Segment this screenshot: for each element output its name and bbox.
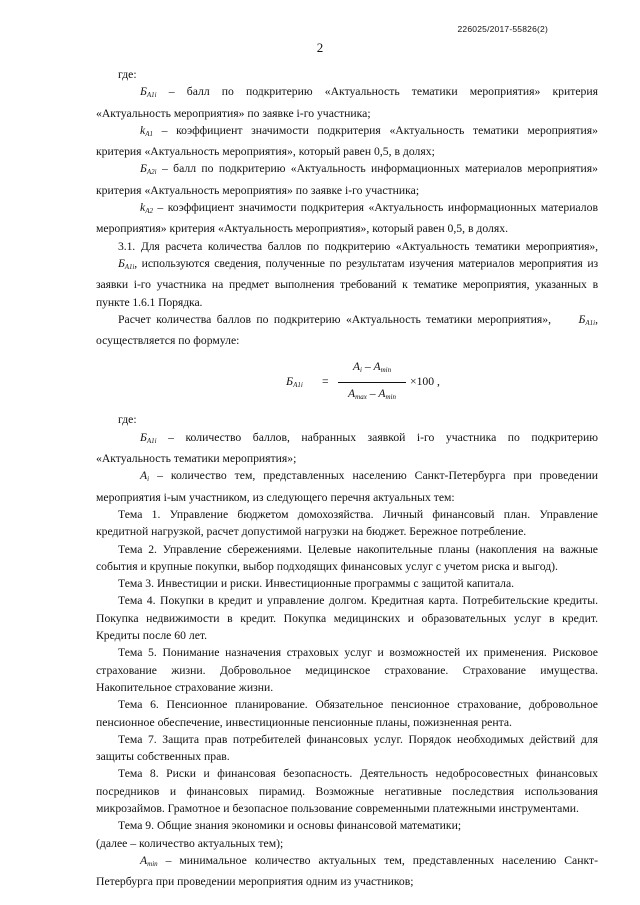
formula-numerator: $A_i - A_{min}$	[352, 360, 392, 375]
symbol-ka1: $k_{A1}$	[140, 123, 153, 138]
paragraph-calculation: Расчет количества баллов по подкритерию «Актуальность тематики мероприятия», $Б_{A1i}$, осуществляется по формуле:	[96, 312, 598, 348]
definition-ba1i: $Б_{A1i}$ – балл по подкритерию «Актуальность тематики мероприятия» критерия «Актуальность мероприятия» по заявке i-го участника;	[96, 85, 598, 120]
definition-ka2: $k_{A2}$ – коэффициент значимости подкритерия «Актуальность информационных материалов мероприятия» критерия «Актуальность мероприятия», который равен 0,5, в долях.	[96, 201, 598, 236]
topic-item: Тема 1. Управление бюджетом домохозяйства. Личный финансовый план. Управление кредитной нагрузкой, расчет допустимой нагрузки на бюджет. Бережное потребление.	[96, 507, 598, 539]
topics-note: (далее – количество актуальных тем);	[96, 836, 284, 850]
page-number: 2	[316, 40, 324, 55]
formula-fraction	[338, 358, 406, 406]
topic-item: Тема 8. Риски и финансовая безопасность. Деятельность недобросовестных финансовых посредников и финансовых пирамид. Возможные негативные последствия использования микрозаймов. Грамотное и безопасное пользование современными платежными инструментами.	[96, 767, 598, 815]
symbol-amin: $A_{min}$	[140, 853, 158, 868]
topic-item: Тема 3. Инвестиции и риски. Инвестиционные программы с защитой капитала.	[118, 577, 515, 591]
formula-multiplier: ×100 ,	[410, 375, 440, 389]
formula-equals: =	[322, 375, 329, 389]
definition-ba1i-score: $Б_{A1i}$ – количество баллов, набранных заявкой i-го участника по подкритерию «Актуальность тематики мероприятия»;	[96, 430, 598, 466]
topic-item: Тема 9. Общие знания экономики и основы финансовой математики;	[118, 819, 462, 833]
symbol-ka2: $k_{A2}$	[140, 201, 153, 216]
topic-item: Тема 6. Пенсионное планирование. Обязательное пенсионное страхование, добровольное пенсионное обеспечение, инвестиционные пенсионные планы, пожизненная рента.	[96, 698, 598, 729]
symbol-ba1i: $Б_{A1i}$	[140, 85, 157, 100]
topic-item: Тема 5. Понимание назначения страховых услуг и возможностей их применения. Рисковое страхование жизни. Добровольное медицинское страхование. Страхование имущества. Накопительное страхование жизни.	[96, 646, 598, 694]
symbol-ba1i: $Б_{A1i}$	[140, 430, 157, 445]
symbol-ba2i: $Б_{A2i}$	[140, 162, 157, 177]
definition-ai: $A_i$ – количество тем, представленных населению Санкт-Петербурга при проведении мероприятия i-ым участником, из следующего перечня актуальных тем:	[96, 469, 598, 504]
topic-item: Тема 2. Управление сбережениями. Целевые накопительные планы (накопления на важные события и крупные покупки, выбор подходящих финансовых услуг с учетом риска и выгод).	[96, 542, 598, 573]
topic-item: Тема 4. Покупки в кредит и управление долгом. Кредитная карта. Потребительские кредиты. Покупка недвижимости в кредит. Покупка медицинских и образовательных услуг в кредит. Кредиты после 60 лет.	[96, 594, 598, 643]
definition-ba2i: $Б_{A2i}$ – балл по подкритерию «Актуальность информационных материалов мероприятия» критерия «Актуальность мероприятия» по заявке i-го участника;	[96, 162, 598, 197]
definition-amin: $A_{min}$ – минимальное количество актуальных тем, представленных населению Санкт-Петербурга при проведении мероприятия одним из участников;	[96, 853, 598, 889]
formula-denominator: $A_{max} - A_{min}$	[348, 386, 396, 401]
symbol-ba1i: $Б_{A1i}$	[578, 312, 596, 327]
formula-lhs: $Б_{A1i}$	[286, 374, 303, 390]
symbol-ai: $A_i$	[140, 469, 150, 484]
formula	[96, 355, 598, 411]
document-number: 226025/2017-55826(2)	[457, 24, 548, 34]
paragraph-3-1: 3.1. Для расчета количества баллов по подкритерию «Актуальность тематики мероприятия», $Б_{A1i}$, используются сведения, полученные по результатам изучения материалов мероприятия из заявки i-го участника на предмет выполнения требований к тематике мероприятия, указанных в пункте 1.6.1 Порядка.	[96, 239, 598, 309]
where-label-2: где:	[118, 413, 137, 427]
symbol-ba1i: $Б_{A1i}$	[118, 256, 135, 271]
topic-item: Тема 7. Защита прав потребителей финансовых услуг. Порядок необходимых действий для защиты собственных прав.	[96, 732, 598, 764]
where-label: где:	[118, 68, 137, 81]
document-body	[96, 66, 598, 890]
definition-ka1: $k_{A1}$ – коэффициент значимости подкритерия «Актуальность тематики мероприятия» критерия «Актуальность мероприятия», который равен 0,5, в долях;	[96, 123, 598, 159]
